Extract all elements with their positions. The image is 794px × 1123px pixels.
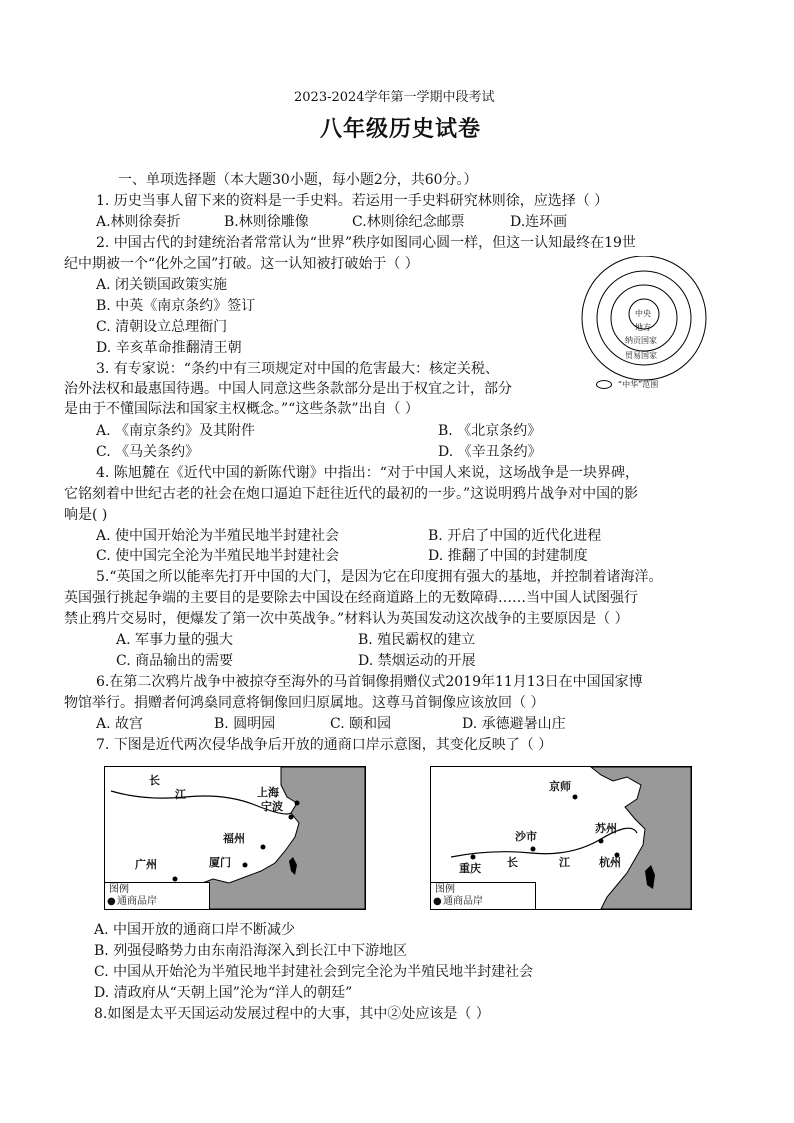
map1-label-chang: 长 (149, 774, 160, 787)
question-5-line2: 英国强行挑起争端的主要目的是要除去中国设在经商道路上的无数障碍……当中国人试图强行 (64, 590, 638, 606)
map1-label-ningbo: 宁波 (261, 800, 283, 813)
q1-option-b: B.林则徐雕像 (224, 214, 309, 230)
map2-label-chang: 长 (507, 856, 518, 869)
diagram-legend-ellipse (596, 380, 612, 389)
map2-label-chongqing: 重庆 (459, 862, 481, 875)
question-6-line2: 物馆举行。捐赠者何鸿燊同意将铜像回归原属地。这尊马首铜像应该放回（ ） (64, 695, 545, 711)
section-heading: 一、单项选择题（本大题30小题，每小题2分，共60分。） (118, 172, 478, 188)
map2-legend (431, 882, 536, 909)
ring-label-center: 中央 (635, 309, 651, 318)
question-4-line2: 它铭刻着中世纪古老的社会在炮口逼迫下赶往近代的最初的一步。”这说明鸦片战争对中国的影 (64, 486, 639, 502)
q5-option-b: B. 殖民霸权的建立 (358, 632, 476, 648)
ring-label-local: 地方 (635, 323, 651, 332)
treaty-port-map-2 (430, 766, 692, 910)
q1-option-c: C.林则徐纪念邮票 (352, 214, 465, 230)
q2-option-a: A. 闭关锁国政策实施 (96, 277, 228, 293)
question-1-stem: 1. 历史当事人留下来的资料是一手史料。若运用一手史料研究林则徐，应选择（ ） (96, 193, 609, 209)
concentric-circle-diagram (578, 256, 714, 392)
ring-label-trade: 贸易国家 (625, 351, 657, 360)
map1-label-fuzhou: 福州 (223, 832, 245, 845)
question-2-stem-line2: 纪中期被一个“化外之国”打破。这一认知被打破始于（ ） (64, 256, 419, 272)
question-2-stem-line1: 2. 中国古代的封建统治者常常认为“世界”秩序如图同心圆一样，但这一认知最终在19世 (96, 235, 636, 251)
q1-option-a: A.林则徐奏折 (96, 214, 181, 230)
q5-option-c: C. 商品输出的需要 (116, 653, 234, 669)
q4-option-d: D. 推翻了中国的封建制度 (428, 548, 588, 564)
map1-legend-title: 图例 (109, 884, 129, 895)
question-5-line1: 5.“英国之所以能率先打开中国的大门，是因为它在印度拥有强大的基地，并控制着诸海洋。 (96, 569, 663, 585)
q3-option-c: C. 《马关条约》 (96, 444, 200, 460)
question-5-line3: 禁止鸦片交易时，便爆发了第一次中英战争。”材料认为英国发动这次战争的主要原因是（ ） (64, 611, 629, 627)
q2-option-c: C. 清朝设立总理衙门 (96, 319, 228, 335)
q1-option-d: D.连环画 (510, 214, 568, 230)
q3-option-a: A. 《南京条约》及其附件 (96, 423, 256, 439)
q6-option-d: D. 承德避暑山庄 (462, 716, 566, 732)
map2-legend-title: 图例 (435, 884, 455, 895)
question-3-line1: 3. 有专家说：“条约中有三项规定对中国的危害最大：核定关税、 (96, 361, 499, 377)
map1-legend (105, 882, 210, 909)
q2-option-d: D. 辛亥革命推翻清王朝 (96, 340, 242, 356)
q7-option-a: A. 中国开放的通商口岸不断减少 (94, 922, 296, 938)
q2-option-b: B. 中英《南京条约》签订 (96, 298, 256, 314)
map2-label-suzhou: 苏州 (595, 822, 617, 835)
treaty-port-map-1 (104, 766, 366, 910)
map2-legend-dot: ● (433, 896, 442, 907)
map1-legend-dot: ● (107, 896, 116, 907)
question-4-line1: 4. 陈旭麓在《近代中国的新陈代谢》中指出：“对于中国人来说，这场战争是一块界碑， (96, 465, 639, 481)
diagram-legend-label: “中华”范围 (618, 380, 659, 389)
ring-label-tributary: 纳贡国家 (625, 336, 657, 345)
q4-option-a: A. 使中国开始沦为半殖民地半封建社会 (96, 528, 340, 544)
q6-option-c: C. 颐和园 (330, 716, 392, 732)
q6-option-b: B. 圆明园 (214, 716, 276, 732)
q7-option-d: D. 清政府从“天朝上国”沦为“洋人的朝廷” (94, 985, 353, 1001)
q5-option-d: D. 禁烟运动的开展 (358, 653, 476, 669)
map2-label-shashi: 沙市 (515, 830, 537, 843)
question-7-stem: 7. 下图是近代两次侵华战争后开放的通商口岸示意图，其变化反映了（ ） (96, 737, 553, 753)
map1-legend-item: 通商品岸 (117, 896, 157, 907)
exam-title: 2023-2024学年第一学期中段考试 (294, 90, 495, 105)
map2-legend-item: 通商品岸 (443, 896, 483, 907)
map2-label-jiang: 江 (559, 856, 570, 869)
question-4-line3: 响是( ) (64, 507, 108, 523)
question-3-line2: 治外法权和最惠国待遇。中国人同意这些条款部分是出于权宜之计，部分 (64, 381, 512, 397)
q5-option-a: A. 军事力量的强大 (116, 632, 234, 648)
q4-option-b: B. 开启了中国的近代化进程 (428, 528, 602, 544)
map1-label-guangzhou: 广州 (135, 858, 157, 871)
map1-label-xiamen: 厦门 (209, 856, 231, 869)
map1-label-jiang: 江 (175, 788, 186, 801)
q7-option-b: B. 列强侵略势力由东南沿海深入到长江中下游地区 (94, 943, 408, 959)
map2-label-jingshi: 京师 (549, 780, 571, 793)
q3-option-d: D. 《辛丑条约》 (438, 444, 542, 460)
q6-option-a: A. 故宫 (96, 716, 144, 732)
question-6-line1: 6.在第二次鸦片战争中被掠夺至海外的马首铜像捐赠仪式2019年11月13日在中国国家博 (96, 674, 643, 690)
q3-option-b: B. 《北京条约》 (438, 423, 542, 439)
q7-option-c: C. 中国从开始沦为半殖民地半封建社会到完全沦为半殖民地半封建社会 (94, 964, 534, 980)
map2-label-hangzhou: 杭州 (599, 856, 621, 869)
map1-label-shanghai: 上海 (257, 786, 279, 799)
question-3-line3: 是由于不懂国际法和国家主权概念。”“这些条款”出自（ ） (64, 401, 419, 417)
q4-option-c: C. 使中国完全沦为半殖民地半封建社会 (96, 548, 340, 564)
question-8-stem: 8.如图是太平天国运动发展过程中的大事，其中②处应该是（ ） (94, 1006, 490, 1022)
subject-title: 八年级历史试卷 (320, 117, 482, 142)
